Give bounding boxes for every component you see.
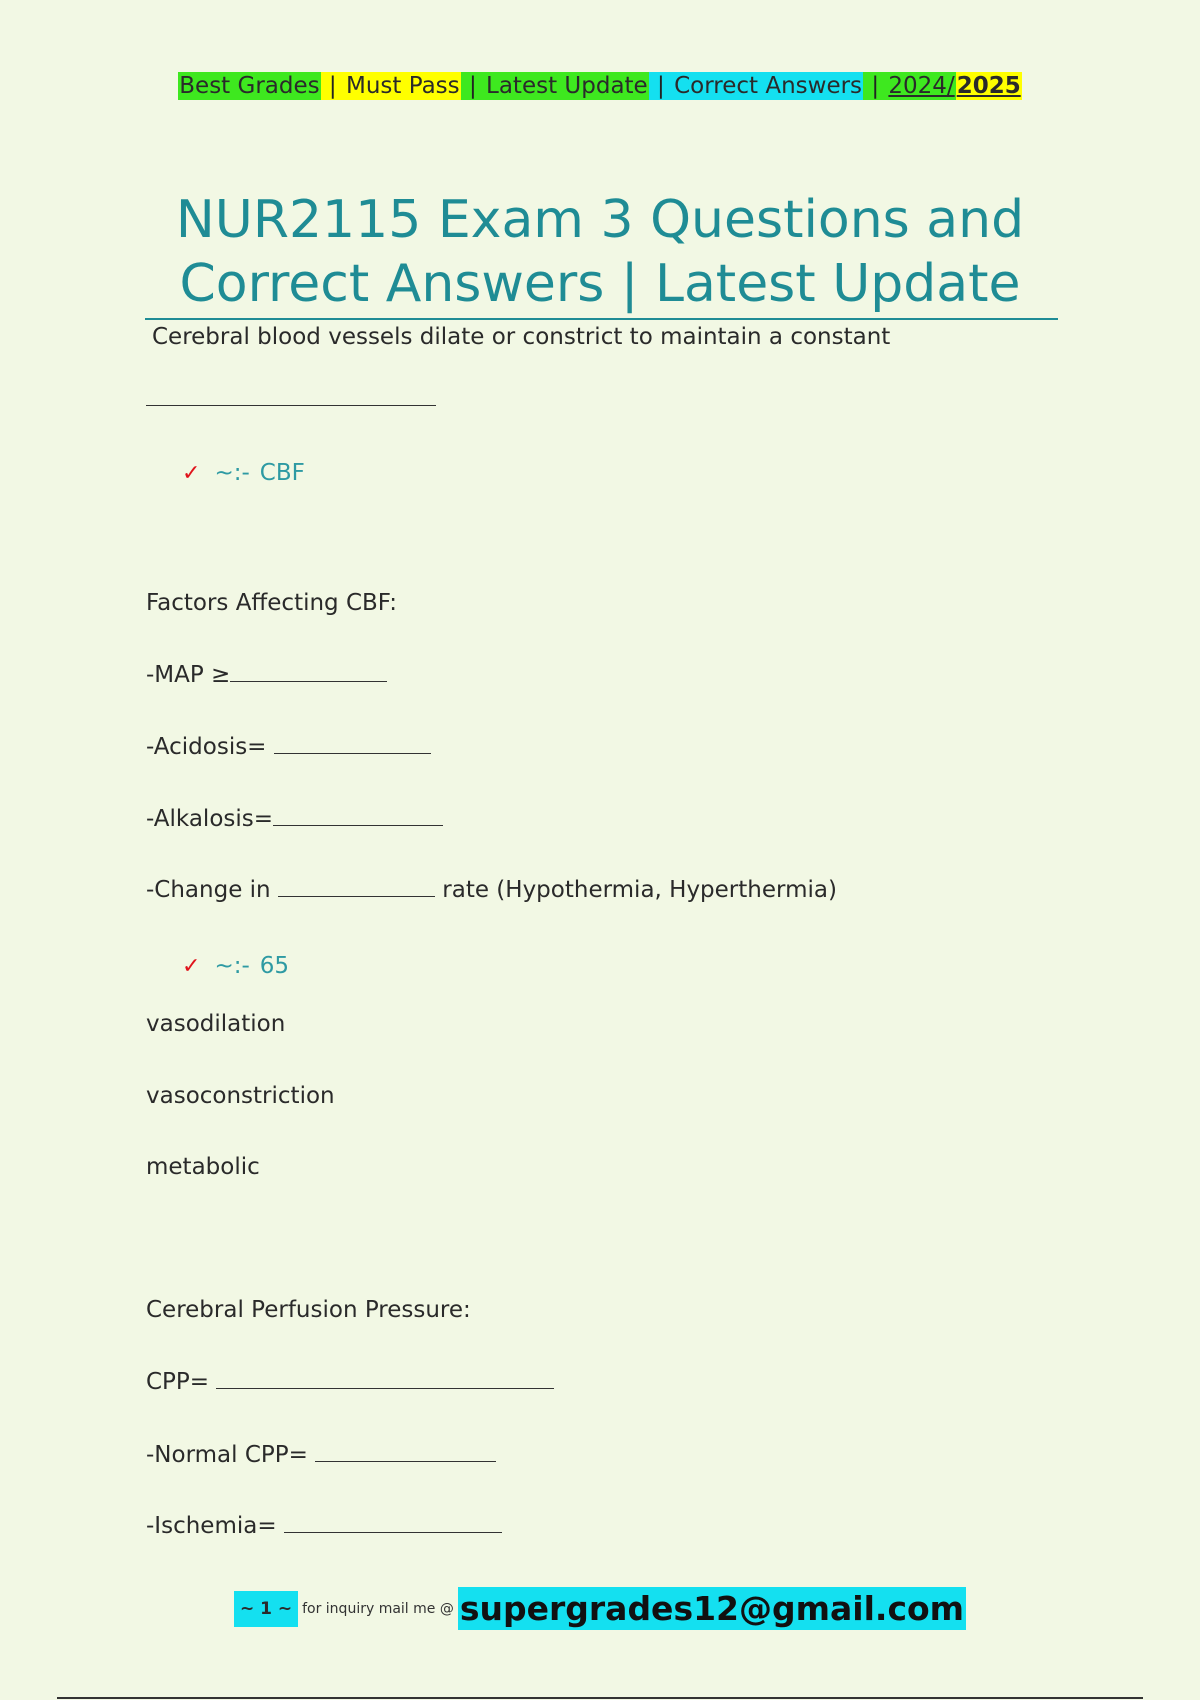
answer-text: 65 <box>259 953 290 979</box>
banner-separator: | <box>321 73 344 99</box>
question-2-answer-line: vasodilation <box>146 1011 286 1037</box>
question-3-cpp-line <box>146 1366 554 1397</box>
question-3-ischemia-line <box>146 1510 502 1541</box>
banner-year-end: 2025 <box>956 73 1021 99</box>
check-icon: ✓ <box>182 954 201 979</box>
change-prefix: -Change in <box>146 877 271 903</box>
contact-email: supergrades12@gmail.com <box>459 1589 965 1628</box>
title-line-2: Correct Answers | Latest Update <box>179 254 1021 314</box>
acidosis-label: -Acidosis= <box>146 734 267 760</box>
page-footer <box>0 1589 1200 1628</box>
question-1-blank <box>146 383 436 414</box>
banner-correct-answers: Correct Answers <box>674 73 863 99</box>
banner-latest-update: Latest Update <box>486 73 648 99</box>
question-2-change-line <box>146 874 837 905</box>
title-line-1: NUR2115 Exam 3 Questions and <box>175 190 1025 250</box>
answer-prefix: ~:- <box>214 953 250 979</box>
cpp-label: CPP= <box>146 1369 210 1395</box>
answer-text: CBF <box>259 460 305 486</box>
banner-best-grades: Best Grades <box>179 73 320 99</box>
inquiry-text: for inquiry mail me @ <box>302 1600 454 1617</box>
banner-must-pass: Must Pass <box>346 73 460 99</box>
banner-separator: | <box>649 73 673 99</box>
question-2-answer-line: vasoconstriction <box>146 1083 335 1109</box>
header-banner <box>0 71 1200 101</box>
banner-year-start: 2024/ <box>888 73 955 99</box>
question-2-answer <box>182 951 289 982</box>
alkalosis-label: -Alkalosis= <box>146 806 274 832</box>
normal-cpp-label: -Normal CPP= <box>146 1442 308 1468</box>
question-1-answer <box>182 458 305 489</box>
question-2-map-line <box>146 659 387 690</box>
title-underline <box>145 318 1058 320</box>
banner-separator: | <box>864 73 887 99</box>
question-2-alkalosis-line <box>146 803 443 834</box>
page-number: ~ 1 ~ <box>234 1591 298 1627</box>
banner-separator: | <box>461 73 485 99</box>
question-1-text: Cerebral blood vessels dilate or constrict to maintain a constant <box>152 324 891 350</box>
check-icon: ✓ <box>182 461 201 486</box>
question-3-heading: Cerebral Perfusion Pressure: <box>146 1297 471 1323</box>
question-2-heading: Factors Affecting CBF: <box>146 590 398 616</box>
question-2-answer-line: metabolic <box>146 1154 260 1180</box>
document-title <box>0 188 1200 316</box>
change-suffix: rate (Hypothermia, Hyperthermia) <box>442 877 837 903</box>
question-3-normal-line <box>146 1439 496 1470</box>
footer-rule <box>57 1697 1143 1699</box>
map-label: -MAP ≥ <box>146 662 231 688</box>
answer-prefix: ~:- <box>214 460 250 486</box>
question-2-acidosis-line <box>146 731 431 762</box>
ischemia-label: -Ischemia= <box>146 1513 277 1539</box>
